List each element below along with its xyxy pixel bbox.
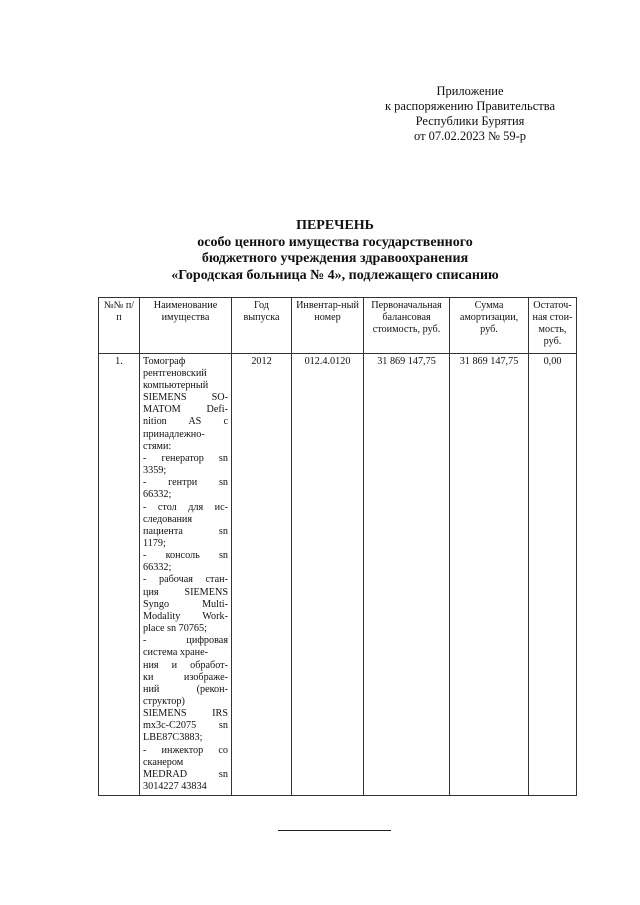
name-line: SIEMENS SO- — [143, 392, 228, 404]
name-line: 3359; — [143, 465, 167, 477]
cell-name — [140, 353, 232, 796]
title-line: «Городская больница № 4», подлежащего списанию — [171, 267, 499, 283]
header-cell-inventory: Инвентар-ный номер — [292, 298, 364, 354]
name-line: система хране- — [143, 647, 208, 659]
appendix-line: к распоряжению Правительства — [384, 99, 555, 113]
name-line: 3014227 43834 — [143, 781, 207, 793]
name-line: MATOM Defi- — [143, 404, 228, 416]
cell-year: 2012 — [232, 353, 292, 796]
appendix-line: Приложение — [436, 84, 504, 98]
table-header-row — [99, 298, 577, 354]
name-line: SIEMENS IRS — [143, 708, 228, 720]
name-line: ки изображе- — [143, 671, 228, 683]
title-line: особо ценного имущества государственного — [197, 234, 473, 250]
name-line: структор) — [143, 696, 185, 707]
name-line: 1179; — [143, 537, 166, 549]
header-cell-depreciation: Сумма амортизации, руб. — [450, 298, 529, 354]
table-row — [99, 353, 577, 796]
name-line: - рабочая стан- — [143, 574, 228, 586]
name-line: - консоль sn — [143, 550, 228, 562]
name-line: пациента sn — [143, 525, 228, 537]
property-table — [98, 297, 577, 796]
appendix-line: от 07.02.2023 № 59-р — [413, 129, 526, 143]
name-line: ний (рекон- — [143, 683, 228, 695]
name-line: LBE87C3883; — [143, 732, 203, 744]
title-line: бюджетного учреждения здравоохранения — [201, 251, 469, 266]
name-line: 66332; — [143, 562, 172, 574]
name-line: компьютерный — [143, 379, 209, 391]
name-line: ция SIEMENS — [143, 586, 228, 598]
name-line: сканером — [143, 756, 184, 768]
name-line: Syngo Multi- — [143, 598, 228, 610]
name-line: стями: — [143, 440, 172, 452]
appendix-header — [340, 84, 600, 144]
cell-number: 1. — [99, 353, 140, 796]
cell-depreciation: 31 869 147,75 — [450, 353, 529, 796]
title-line: ПЕРЕЧЕНЬ — [296, 218, 374, 233]
cell-inventory: 012.4.0120 — [292, 353, 364, 796]
name-line: - инжектор со — [143, 744, 228, 756]
cell-residual: 0,00 — [529, 353, 577, 796]
end-divider-line — [278, 830, 391, 831]
header-cell-initial-cost: Первоначальная балансовая стоимость, руб. — [364, 298, 450, 354]
name-line: принадлежно- — [143, 428, 205, 440]
header-cell-residual: Остаточ-ная стои-мость, руб. — [529, 298, 577, 354]
name-line: place sn 70765; — [143, 623, 207, 635]
header-cell-name: Наименование имущества — [140, 298, 232, 354]
name-line: следования — [143, 513, 193, 525]
cell-initial-cost: 31 869 147,75 — [364, 353, 450, 796]
name-line: - цифровая — [143, 635, 228, 647]
name-line: Томограф — [143, 355, 186, 367]
name-line: 66332; — [143, 489, 172, 501]
header-cell-number: №№ п/п — [99, 298, 140, 354]
document-title — [80, 218, 590, 284]
name-line: ния и обработ- — [143, 659, 228, 671]
name-line: Modality Work- — [143, 610, 228, 622]
name-line: mx3c-C2075 sn — [143, 720, 228, 732]
name-line: рентгеновский — [143, 367, 207, 379]
name-line: nition AS с — [143, 416, 228, 428]
header-cell-year: Год выпуска — [232, 298, 292, 354]
name-line: - генератор sn — [143, 452, 228, 464]
name-line: MEDRAD sn — [143, 768, 228, 780]
appendix-line: Республики Бурятия — [415, 114, 525, 128]
name-line: - стол для ис- — [143, 501, 228, 513]
name-line: - гентри sn — [143, 477, 228, 489]
